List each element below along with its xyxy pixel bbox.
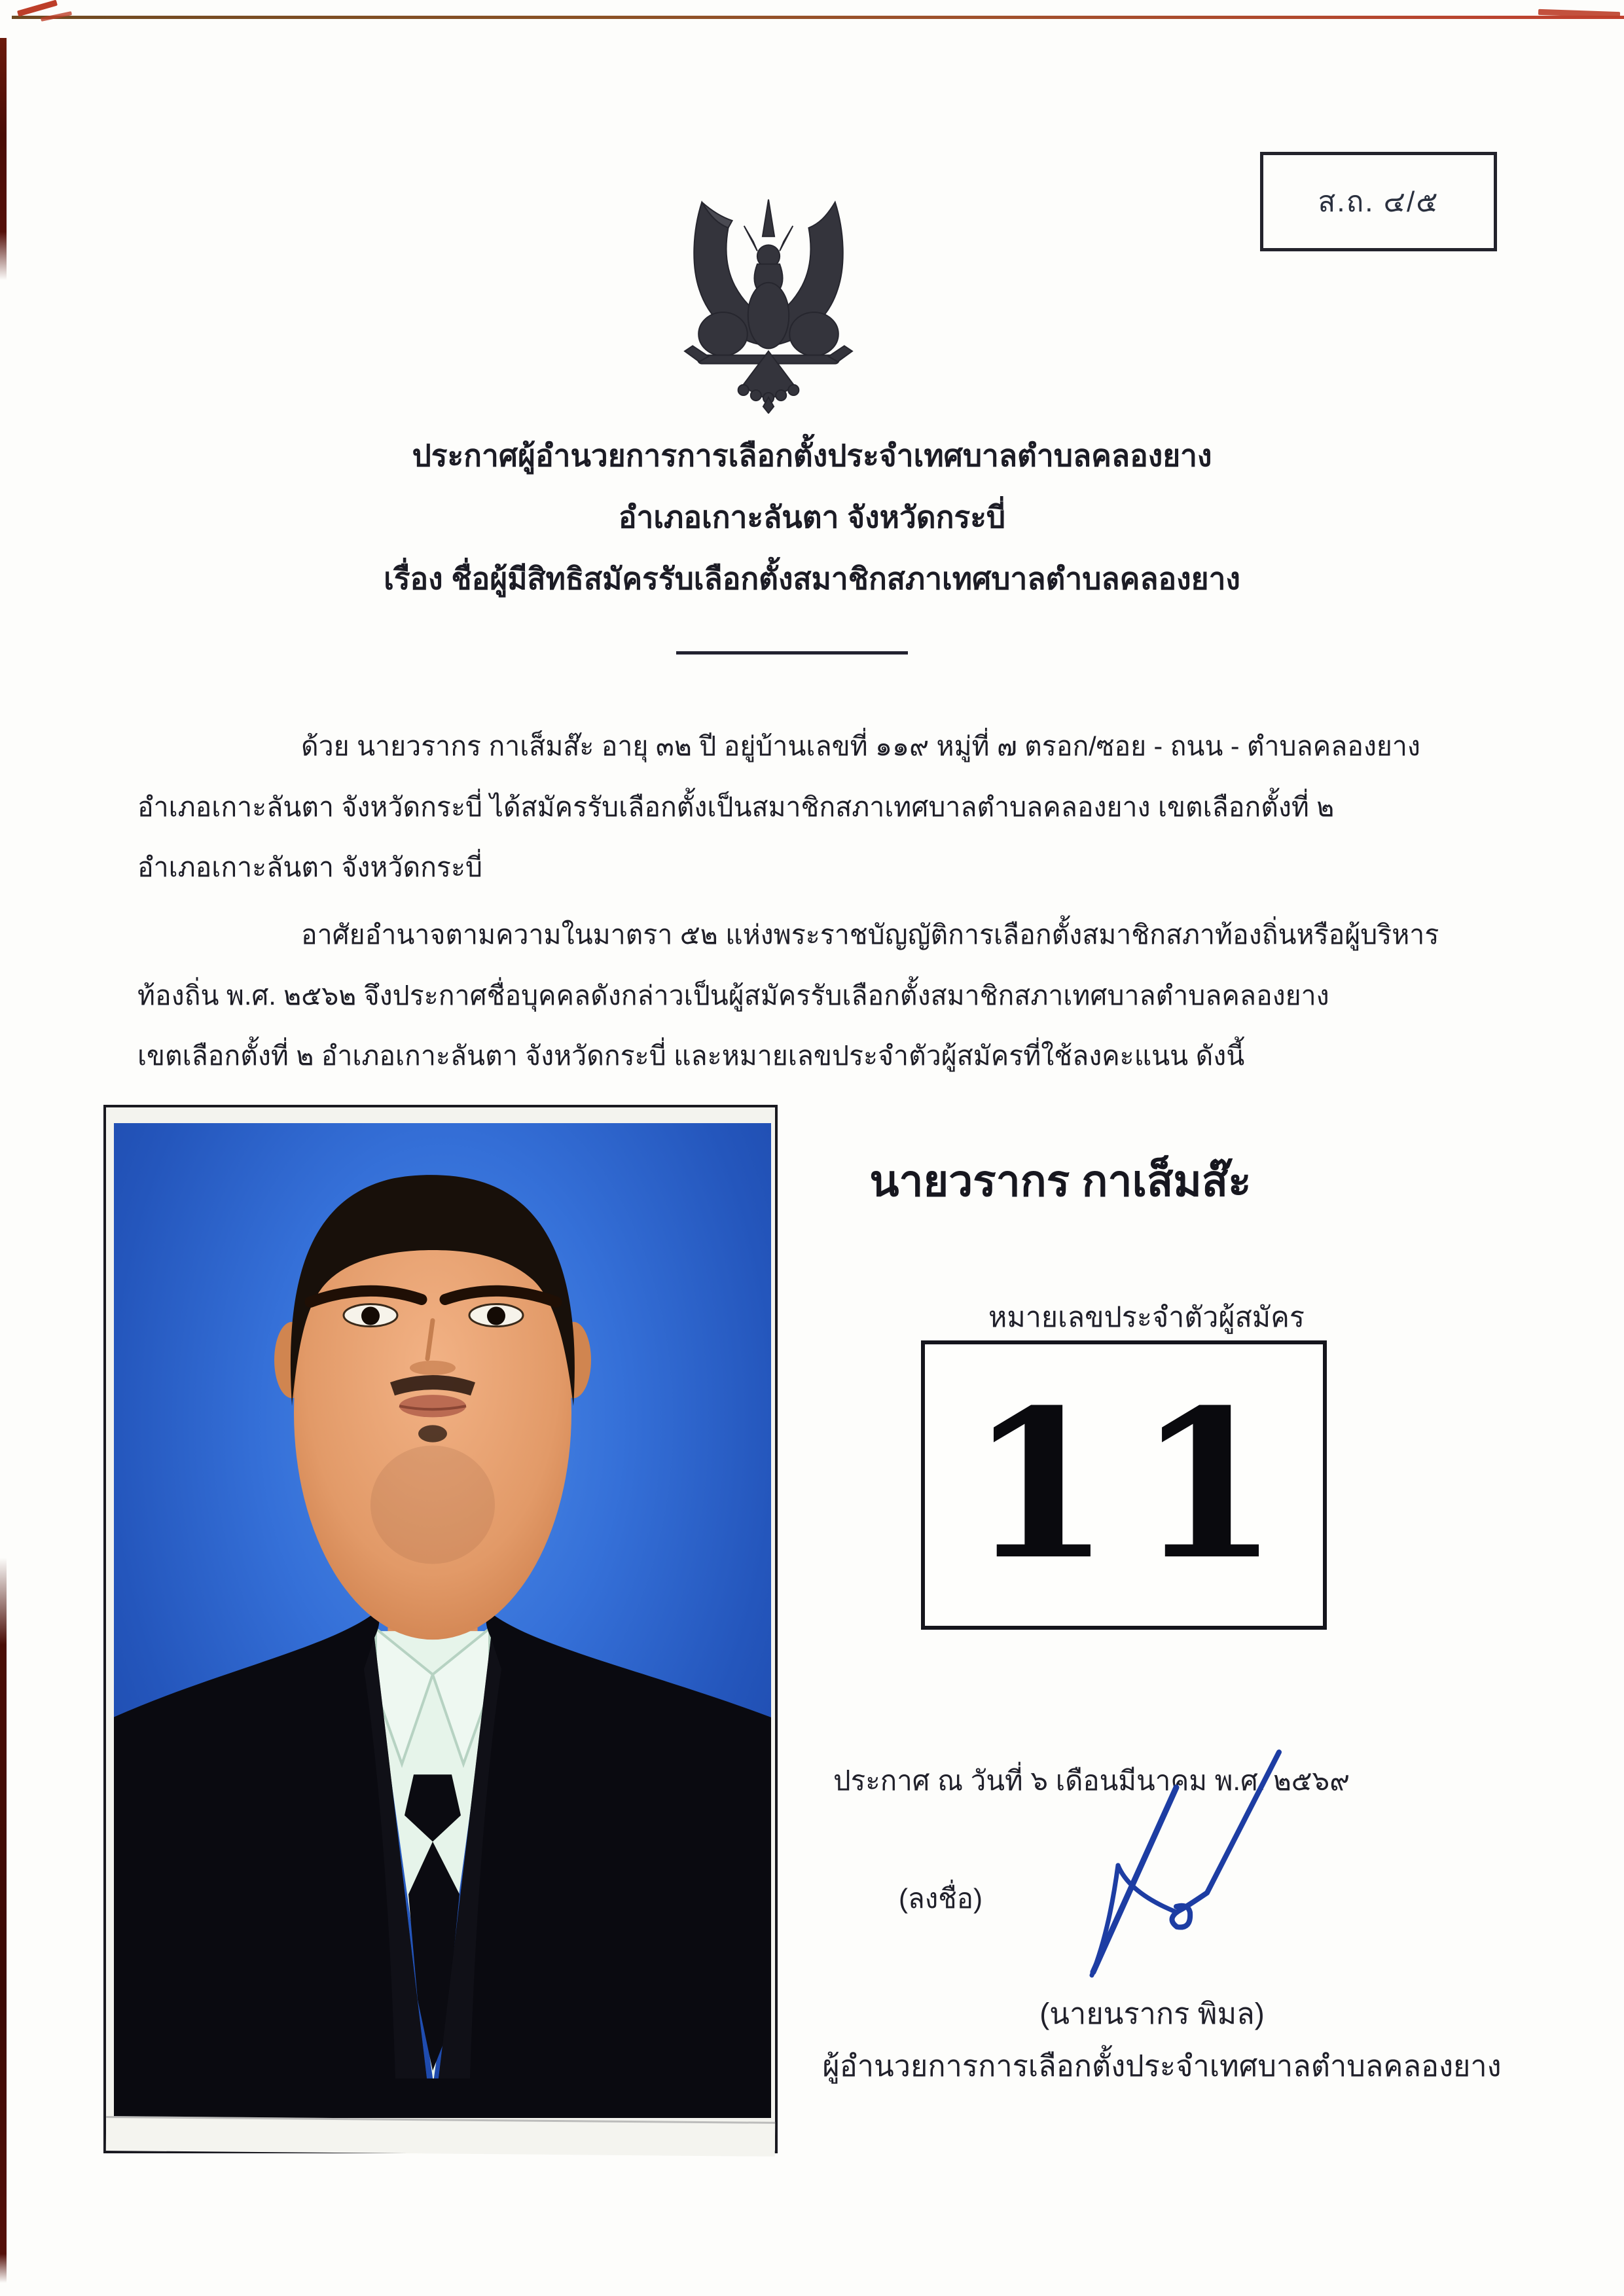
paragraph1-line2: อำเภอเกาะลันตา จังหวัดกระบี่ ได้สมัครรับเลือกตั้งเป็นสมาชิกสภาเทศบาลตำบลคลองยาง เขตเลือกตั้งที่ ๒: [137, 792, 1335, 822]
title-divider-line: [676, 651, 908, 655]
ballot-number-box: [921, 1340, 1327, 1630]
paragraph1-line1: ด้วย นายวรากร กาเส็มส๊ะ อายุ ๓๒ ปี อยู่บ้านเลขที่ ๑๑๙ หมู่ที่ ๗ ตรอก/ซอย - ถนน - ตำบลคลองยาง: [301, 731, 1420, 761]
signature-ink-icon: [1047, 1715, 1362, 2003]
candidate-photo-image: [114, 1123, 771, 2118]
announcement-title-line1: ประกาศผู้อำนวยการการเลือกตั้งประจำเทศบาลตำบลคลองยาง: [412, 439, 1212, 473]
form-code-label: ส.ถ. ๔/๕: [1318, 186, 1439, 218]
candidate-name: นายวรากร กาเส็มส๊ะ: [869, 1157, 1252, 1205]
announcement-title-line2: อำเภอเกาะลันตา จังหวัดกระบี่: [618, 500, 1006, 534]
announcement-date-line: ประกาศ ณ วันที่ ๖ เดือนมีนาคม พ.ศ. ๒๕๖๙: [833, 1765, 1350, 1796]
signer-name: (นายนรากร พิมล): [1039, 1997, 1265, 2030]
ballot-number: 11: [968, 1365, 1306, 1605]
ballot-number-label: หมายเลขประจำตัวผู้สมัคร: [988, 1302, 1305, 1333]
paragraph1-line3: อำเภอเกาะลันตา จังหวัดกระบี่: [137, 852, 482, 882]
candidate-photo: [103, 1105, 778, 2153]
paragraph2-line3: เขตเลือกตั้งที่ ๒ อำเภอเกาะลันตา จังหวัดกระบี่ และหมายเลขประจำตัวผู้สมัครที่ใช้ลงคะแนน ดังนี้: [137, 1041, 1245, 1071]
scan-edge-left-bottom: [0, 1558, 7, 2283]
announcement-title-line3: เรื่อง ชื่อผู้มีสิทธิสมัครรับเลือกตั้งสมาชิกสภาเทศบาลตำบลคลองยาง: [384, 562, 1240, 596]
form-code-box: [1260, 152, 1497, 251]
paragraph2-line2: ท้องถิ่น พ.ศ. ๒๕๖๒ จึงประกาศชื่อบุคคลดังกล่าวเป็นผู้สมัครรับเลือกตั้งสมาชิกสภาเทศบาลตำบลคลองยาง: [137, 980, 1329, 1011]
scan-red-mark-top-left: [17, 0, 58, 16]
photo-paper-strip: [106, 2116, 775, 2157]
scan-edge-top-line: [12, 16, 1624, 19]
garuda-emblem-icon: [679, 195, 857, 414]
signer-title: ผู้อำนวยการการเลือกตั้งประจำเทศบาลตำบลคลองยาง: [822, 2049, 1502, 2083]
paragraph2-line1: อาศัยอำนาจตามความในมาตรา ๕๒ แห่งพระราชบัญญัติการเลือกตั้งสมาชิกสภาท้องถิ่นหรือผู้บริหาร: [301, 920, 1439, 950]
sign-label: (ลงชื่อ): [899, 1883, 983, 1914]
candidate-portrait-icon: [114, 1123, 771, 2118]
scan-edge-left-top: [0, 38, 7, 280]
